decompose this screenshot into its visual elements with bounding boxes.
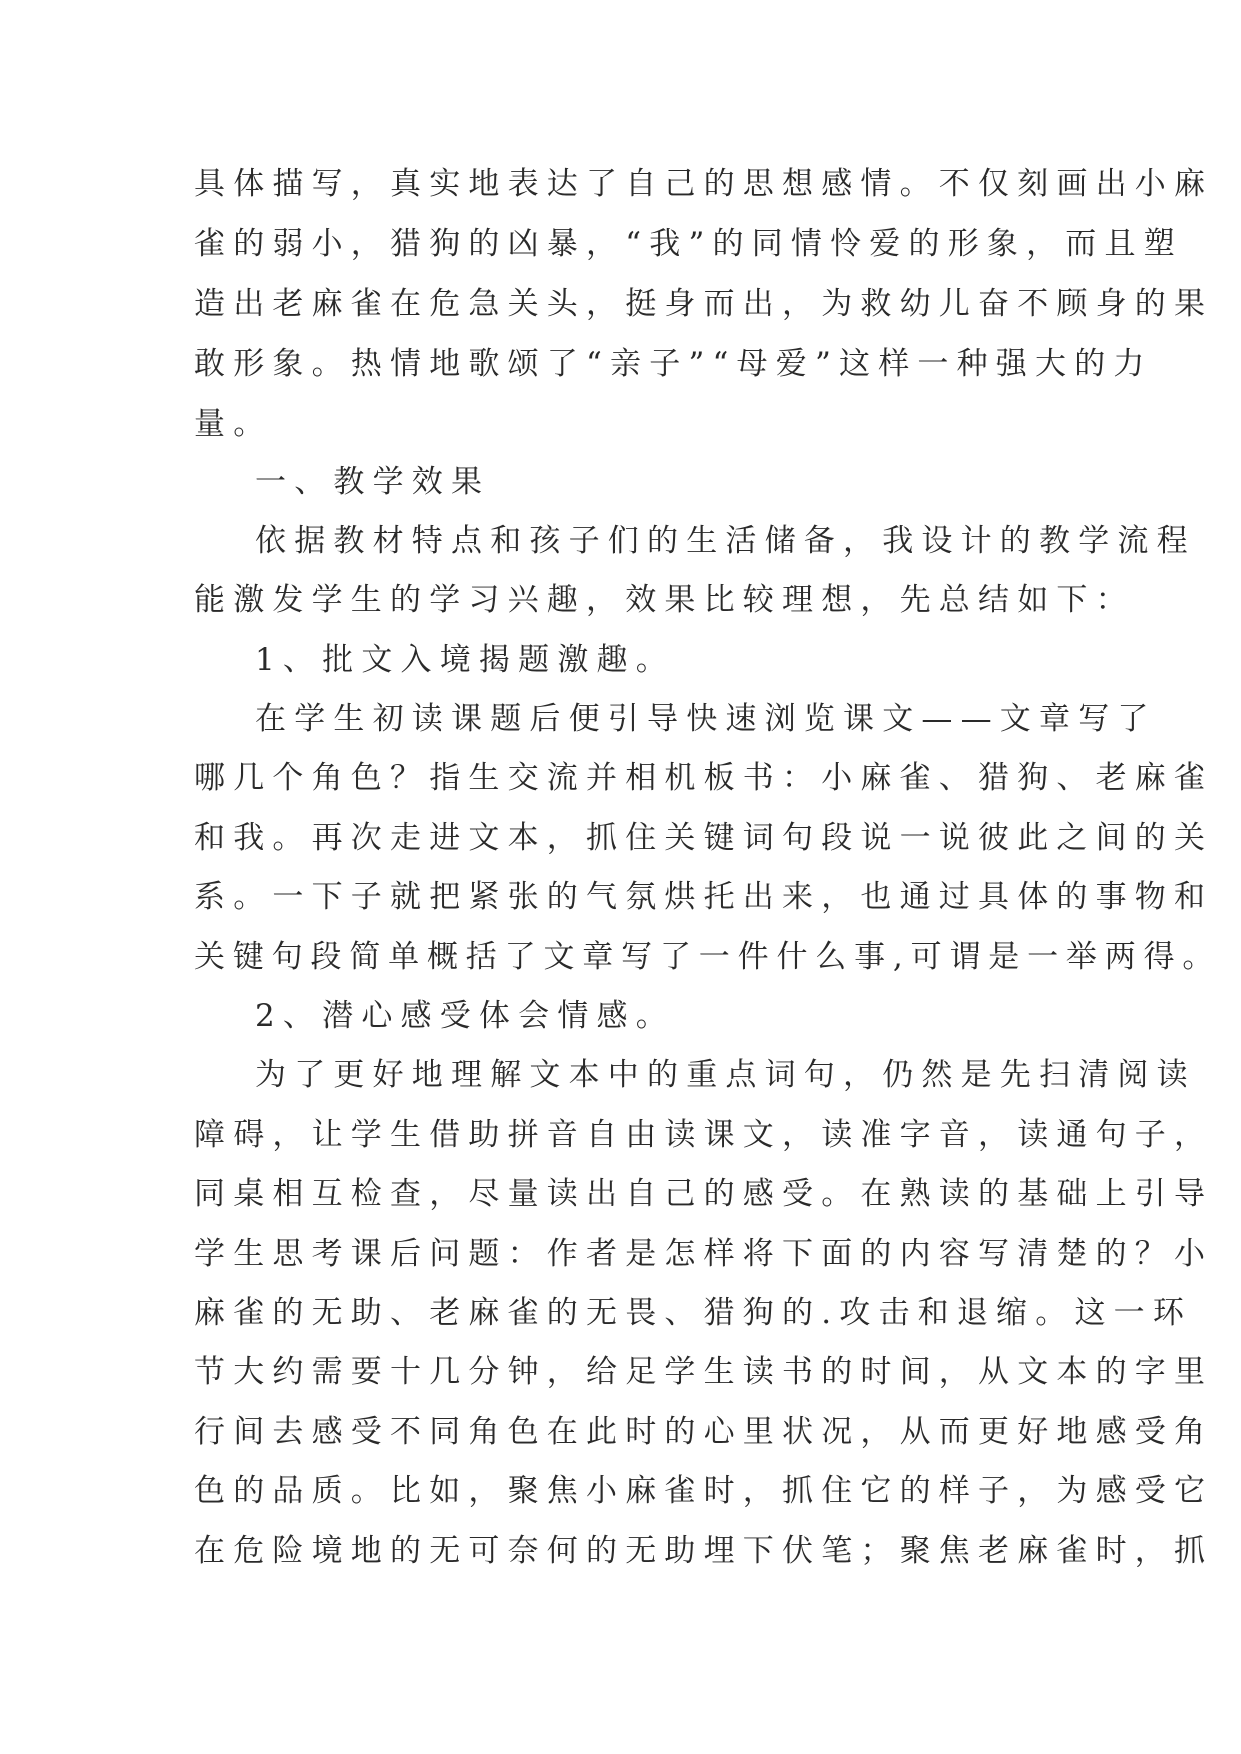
subheading-2: 2、潜心感受体会情感。	[255, 998, 675, 1034]
text-line-1: 具体描写，真实地表达了自己的思想感情。不仅刻画出小麻	[194, 166, 1214, 202]
text-line-12: 和我。再次走进文本，抓住关键词句段说一说彼此之间的关	[194, 820, 1214, 856]
text-line-3: 造出老麻雀在危急关头，挺身而出，为救幼儿奋不顾身的果	[194, 286, 1214, 322]
text-line-4: 敢形象。热情地歌颂了“亲子”“母爱”这样一种强大的力	[194, 346, 1153, 382]
text-line-11: 哪几个角色？指生交流并相机板书：小麻雀、猎狗、老麻雀	[194, 760, 1214, 796]
text-line-24: 在危险境地的无可奈何的无助埋下伏笔；聚焦老麻雀时，抓	[194, 1533, 1214, 1569]
text-line-7: 依据教材特点和孩子们的生活储备，我设计的教学流程	[255, 523, 1196, 559]
text-line-19: 学生思考课后问题：作者是怎样将下面的内容写清楚的？小	[194, 1236, 1214, 1272]
text-line-21: 节大约需要十几分钟，给足学生读书的时间，从文本的字里	[194, 1354, 1214, 1390]
text-line-8: 能激发学生的学习兴趣，效果比较理想，先总结如下：	[194, 582, 1135, 618]
text-line-5: 量。	[194, 406, 273, 442]
text-line-10: 在学生初读课题后便引导快速浏览课文——文章写了	[255, 701, 1157, 737]
subheading-1: 1、批文入境揭题激趣。	[255, 642, 675, 678]
text-line-14: 关键句段简单概括了文章写了一件什么事,可谓是一举两得。	[194, 939, 1222, 975]
text-line-2: 雀的弱小，猎狗的凶暴，“我”的同情怜爱的形象，而且塑	[194, 226, 1183, 262]
text-line-13: 系。一下子就把紧张的气氛烘托出来，也通过具体的事物和	[194, 879, 1214, 915]
section-heading-teaching-effect: 一、教学效果	[255, 464, 491, 500]
text-line-16: 为了更好地理解文本中的重点词句，仍然是先扫清阅读	[255, 1057, 1196, 1093]
text-line-22: 行间去感受不同角色在此时的心里状况，从而更好地感受角	[194, 1414, 1214, 1450]
text-line-18: 同桌相互检查，尽量读出自己的感受。在熟读的基础上引导	[194, 1176, 1214, 1212]
text-line-17: 障碍，让学生借助拼音自由读课文，读准字音，读通句子，	[194, 1117, 1214, 1153]
text-line-23: 色的品质。比如，聚焦小麻雀时，抓住它的样子，为感受它	[194, 1473, 1214, 1509]
text-line-20: 麻雀的无助、老麻雀的无畏、猎狗的.攻击和退缩。这一环	[194, 1295, 1193, 1331]
